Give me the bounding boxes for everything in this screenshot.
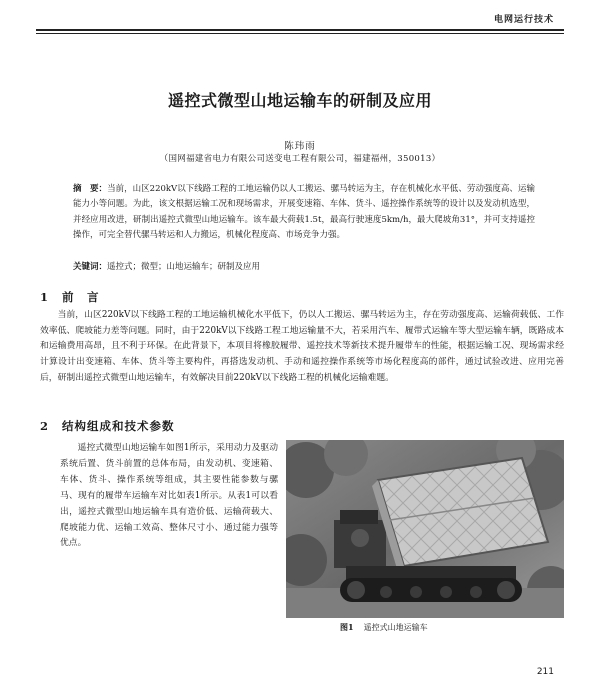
- keywords: [73, 260, 535, 272]
- section-1-body: 当前，山区220kV以下线路工程的工地运输机械化水平低下，仍以人工搬运、骡马转运为主，存在劳动强度高、运输荷载低、工作效率低、爬坡能力差等问题。同时，由于220kV以下线路工程工地运输量不大，若采用汽车、履带式运输车等大型运输车辆，既路成本和运输费用高昂，且不利于环保。在此背景下，本项目将橡胶履带、遥控技术等新技术提升履带车的性能，根据运输工况、现场需求经计算设计出变速箱、车体、货斗等主要构件，再搭选发动机、手动和遥控操作系统等市场化程度高的部件，通过试验改进、应用完善后，研制出遥控式微型山地运输车，有效解决目前220kV以下线路工程的机械化运输难题。: [40, 310, 564, 383]
- figure-1-caption: [340, 622, 428, 633]
- section-2-heading: [40, 418, 175, 434]
- figure-1-label: 图1: [340, 622, 354, 632]
- running-title: 电网运行技术: [493, 15, 554, 25]
- author-name: 陈玮雨: [284, 141, 316, 152]
- figure-1-caption-text: 遥控式山地运输车: [363, 623, 428, 632]
- section-1-title: 前 言: [62, 290, 100, 304]
- article-title: 遥控式微型山地运输车的研制及应用: [167, 91, 432, 110]
- section-2-body: 遥控式微型山地运输车如图1所示，采用动力及驱动系统后置、货斗前置的总体布局，由发动机、变速箱、车体、货斗、操作系统等组成，其主要性能参数与骡马、现有的履带车运输车对比如表1所示。从表1可以看出，遥控式微型山地运输车具有造价低、运输荷载大、爬坡能力优、运输工效高、整体尺寸小、通过能力强等优点。: [60, 443, 278, 549]
- author-affiliation: （国网福建省电力有限公司送变电工程有限公司，福建福州，350013）: [159, 154, 441, 164]
- section-2-number: 2: [40, 419, 50, 433]
- header-rule-thick: [36, 29, 564, 31]
- abstract-text: 当前，山区220kV以下线路工程的工地运输仍以人工搬运、骡马转运为主，存在机械化水平低、劳动强度高、运输能力小等问题。为此，该文根据运输工况和现场需求，开展变速箱、车体、货斗、遥控操作系统等的设计以及发动机选型，并经应用改进，研制出遥控式微型山地运输车。该车最大荷载1.5t，最高行驶速度5km/h，最大爬坡角31°，并可支持遥控操作，可完全替代骡马转运和人力搬运，机械化程度高、市场竞争力强。: [73, 184, 535, 241]
- tracked-transport-vehicle-photo: [286, 440, 564, 618]
- header-rule-thin: [36, 33, 564, 34]
- abstract-label: 摘 要：: [73, 184, 108, 194]
- keywords-label: 关键词：: [73, 262, 108, 272]
- section-1-heading: [40, 289, 100, 305]
- abstract: [73, 182, 535, 244]
- keywords-text: 遥控式；微型；山地运输车；研制及应用: [107, 262, 261, 272]
- section-2-title: 结构组成和技术参数: [62, 419, 175, 433]
- section-1-number: 1: [40, 290, 50, 304]
- figure-1-photo: [286, 440, 564, 618]
- page-number: 211: [536, 667, 554, 677]
